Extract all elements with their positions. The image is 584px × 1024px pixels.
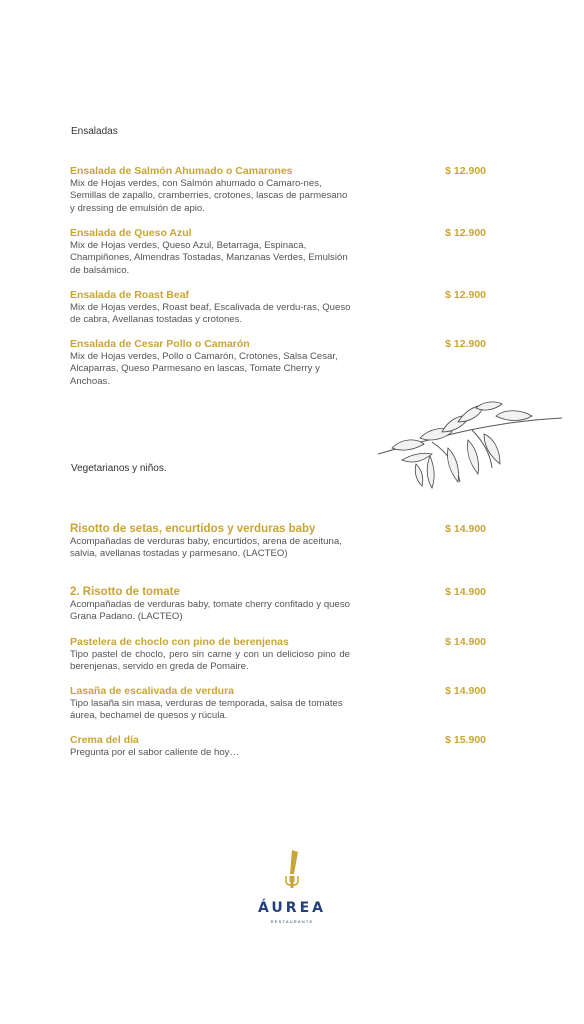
menu-item	[70, 523, 490, 561]
item-description: Tipo pastel de choclo, pero sin carne y con un delicioso pino de berenjenas, servido en greda de Pomaire.	[70, 649, 350, 673]
menu-item	[70, 685, 490, 723]
item-description: Pregunta por el sabor caliente de hoy…	[70, 747, 240, 758]
fork-exclamation-icon	[250, 848, 334, 898]
menu-item	[70, 289, 490, 327]
item-description: Mix de Hojas verdes, Queso Azul, Betarraga, Espinaca, Champiñones, Almendras Tostadas, Manzanas Verdes, Emulsión de balsámico.	[70, 240, 348, 276]
item-name: Risotto de setas, encurtidos y verduras baby	[70, 523, 316, 535]
item-price: $ 12.900	[445, 227, 486, 239]
menu-item	[70, 338, 490, 388]
item-name: Ensalada de Salmón Ahumado o Camarones	[70, 165, 293, 177]
item-price: $ 12.900	[445, 289, 486, 301]
item-name: Pastelera de choclo con pino de berenjenas	[70, 636, 289, 648]
item-name: Ensalada de Roast Beaf	[70, 289, 190, 301]
item-description: Mix de Hojas verdes, con Salmón ahumado o Camaro-nes, Semillas de zapallo, cramberries, crotones, lascas de parmesano y dressing de emulsión de apio.	[70, 178, 348, 214]
menu-item	[70, 227, 490, 277]
brand-tagline: RESTAURANTE	[270, 919, 314, 924]
brand-name: ÁUREA	[258, 900, 326, 916]
item-name: 2. Risotto de tomate	[70, 586, 180, 598]
section-title-vegetarianos: Vegetarianos y niños.	[71, 463, 167, 474]
section-title-ensaladas: Ensaladas	[71, 126, 118, 137]
item-description: Mix de Hojas verdes, Pollo o Camarón, Crotones, Salsa Cesar, Alcaparras, Queso Parmesano en lascas, Tomate Cherry y Anchoas.	[70, 351, 338, 387]
restaurant-logo	[250, 848, 334, 928]
item-description: Acompañadas de verduras baby, tomate cherry confitado y queso Grana Padano. (LACTEO)	[70, 599, 350, 623]
item-name: Crema del día	[70, 734, 139, 746]
item-price: $ 15.900	[445, 734, 486, 746]
item-price: $ 14.900	[445, 523, 486, 535]
item-price: $ 14.900	[445, 636, 486, 648]
menu-item	[70, 734, 490, 759]
item-name: Ensalada de Queso Azul	[70, 227, 192, 239]
menu-item	[70, 165, 490, 215]
item-description: Tipo lasaña sin masa, verduras de temporada, salsa de tomates áurea, bechamel de quesos y rúcula.	[70, 698, 343, 722]
item-name: Ensalada de Cesar Pollo o Camarón	[70, 338, 250, 350]
item-price: $ 14.900	[445, 685, 486, 697]
menu-item	[70, 636, 490, 674]
item-price: $ 12.900	[445, 165, 486, 177]
menu-item	[70, 586, 490, 624]
item-price: $ 14.900	[445, 586, 486, 598]
item-description: Acompañadas de verduras baby, encurtidos, arena de aceituna, salvia, avellanas tostadas y parmesano. (LACTEO)	[70, 536, 342, 560]
item-name: Lasaña de escalivada de verdura	[70, 685, 235, 697]
olive-branch-icon	[372, 394, 564, 490]
item-price: $ 12.900	[445, 338, 486, 350]
item-description: Mix de Hojas verdes, Roast beaf, Escalivada de verdu-ras, Queso de cabra, Avellanas tostadas y crotones.	[70, 302, 351, 326]
